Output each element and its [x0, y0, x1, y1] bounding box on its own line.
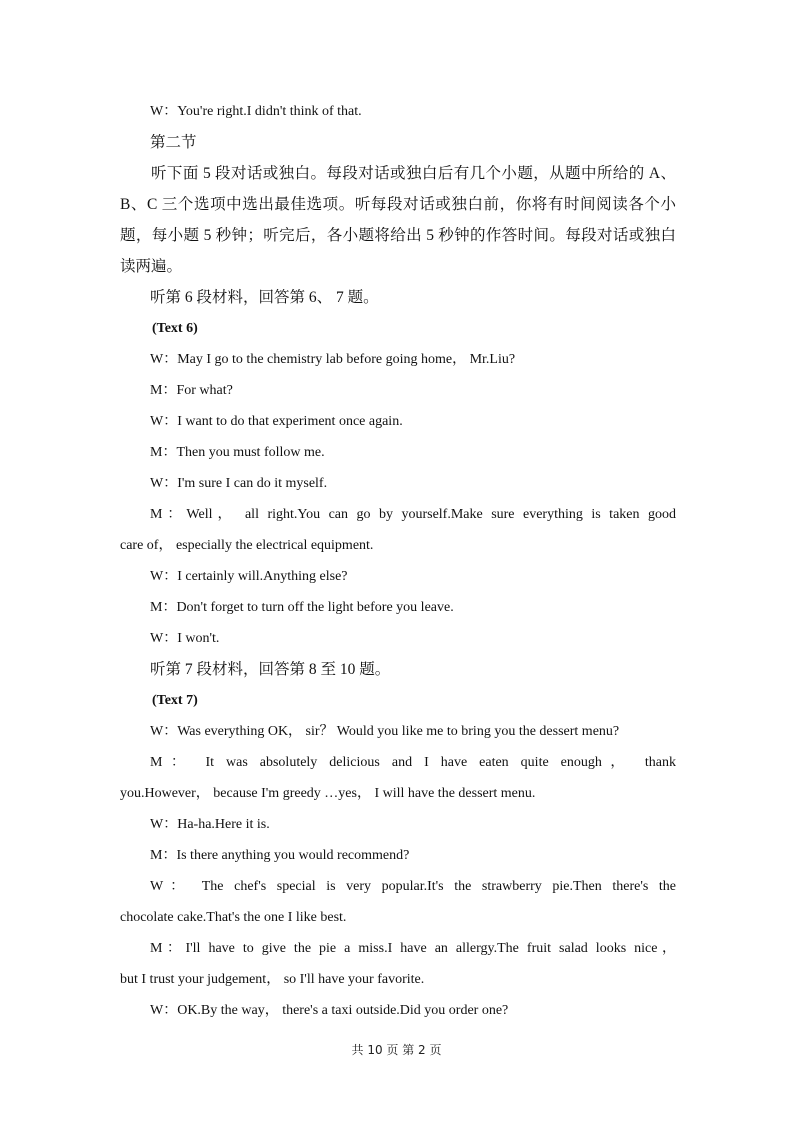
dialogue-line: W： The chef's special is very popular.It's the strawberry pie.Then there's the: [150, 879, 676, 894]
dialogue-line-continuation: but I trust your judgement， so I'll have your favorite.: [120, 972, 425, 987]
dialogue-line: M：Don't forget to turn off the light before you leave.: [150, 600, 454, 615]
text6-label: (Text 6): [152, 321, 198, 336]
dialogue-line: W：OK.By the way， there's a taxi outside.Did you order one?: [150, 1003, 509, 1018]
section-instructions: 听下面 5 段对话或独白。每段对话或独白后有几个小题，从题中所给的 A、B、C 三个选项中选出最佳选项。听每段对话或独白前，你将有时间阅读各个小题，每小题 5 秒钟；听完后，各小题将给出 5 秒钟的作答时间。每段对话或独白读两遍。: [120, 165, 676, 275]
dialogue-line: W：You're right.I didn't think of that.: [150, 104, 362, 119]
dialogue-line: M：Is there anything you would recommend?: [150, 848, 410, 863]
text6-intro: 听第 6 段材料，回答第 6、 7 题。: [150, 289, 379, 306]
dialogue-line: W：I won't.: [150, 631, 220, 646]
dialogue-line: M：For what?: [150, 383, 233, 398]
dialogue-line-continuation: care of， especially the electrical equipment.: [120, 538, 374, 553]
page-content: [120, 96, 676, 1026]
dialogue-line: M：Well， all right.You can go by yourself.Make sure everything is taken good: [150, 507, 676, 522]
text7-label: (Text 7): [152, 693, 198, 708]
dialogue-line: W：Ha-ha.Here it is.: [150, 817, 270, 832]
dialogue-line: W：Was everything OK， sir？ Would you like me to bring you the dessert menu?: [150, 724, 620, 739]
dialogue-line-continuation: chocolate cake.That's the one I like best.: [120, 910, 347, 925]
dialogue-line-continuation: you.However， because I'm greedy …yes， I will have the dessert menu.: [120, 786, 536, 801]
dialogue-line: W：May I go to the chemistry lab before going home， Mr.Liu?: [150, 352, 516, 367]
page-footer: 共 10 页 第 2 页: [351, 1043, 442, 1057]
dialogue-line: W：I certainly will.Anything else?: [150, 569, 348, 584]
section-title: 第二节: [150, 134, 197, 151]
text7-intro: 听第 7 段材料，回答第 8 至 10 题。: [150, 661, 391, 678]
dialogue-line: M：I'll have to give the pie a miss.I have an allergy.The fruit salad looks nice，: [150, 941, 676, 956]
dialogue-line: W：I want to do that experiment once again.: [150, 414, 403, 429]
dialogue-line: M： It was absolutely delicious and I have eaten quite enough， thank: [150, 755, 676, 770]
dialogue-line: M：Then you must follow me.: [150, 445, 325, 460]
dialogue-line: W：I'm sure I can do it myself.: [150, 476, 328, 491]
